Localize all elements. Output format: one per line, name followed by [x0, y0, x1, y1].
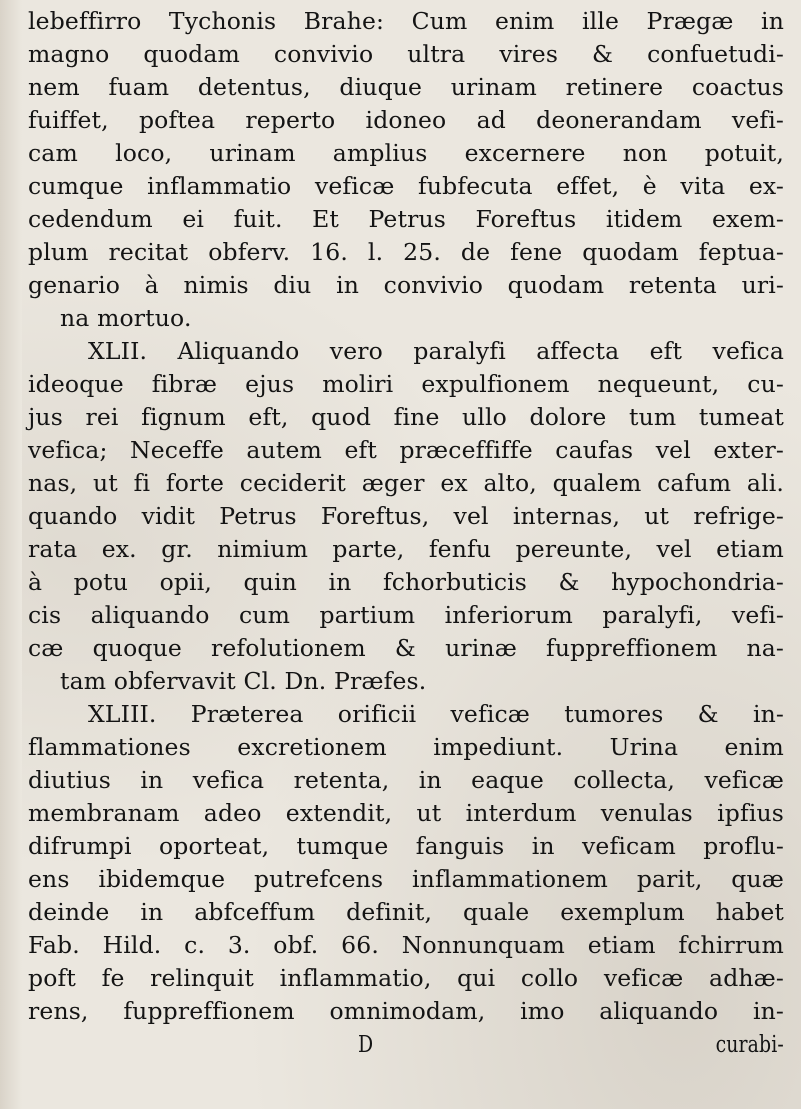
text-line-22: XLIII. Præterea orificii veficæ tumores & in-	[88, 700, 784, 728]
text-line-26: difrumpi oporteat, tumque fanguis in veficam proflu-	[28, 832, 784, 860]
text-line-3: nem fuam detentus, diuque urinam retinere coactus	[28, 73, 784, 101]
text-line-21: tam obfervavit Cl. Dn. Præfes.	[60, 667, 427, 695]
text-line-20: cæ quoque refolutionem & urinæ fuppreffionem na-	[28, 634, 784, 662]
text-line-31: rens, fuppreffionem omnimodam, imo aliquando in-	[28, 997, 784, 1025]
text-line-6: cumque inflammatio veficæ fubfecuta effet, è vita ex-	[28, 172, 784, 200]
text-line-9: genario à nimis diu in convivio quodam retenta uri-	[28, 271, 784, 299]
text-line-27: ens ibidemque putrefcens inflammationem parit, quæ	[28, 865, 784, 893]
text-line-19: cis aliquando cum partium inferiorum paralyfi, vefi-	[28, 601, 784, 629]
text-line-17: rata ex. gr. nimium parte, fenfu pereunte, vel etiam	[28, 535, 784, 563]
text-line-12: ideoque fibræ ejus moliri expulfionem nequeunt, cu-	[28, 370, 784, 398]
text-line-30: poft fe relinquit inflammatio, qui collo veficæ adhæ-	[28, 964, 784, 992]
text-line-13: jus rei fignum eft, quod fine ullo dolore tum tumeat	[28, 403, 784, 431]
text-line-14: vefica; Neceffe autem eft præceffiffe caufas vel exter-	[28, 436, 784, 464]
text-line-29: Fab. Hild. c. 3. obf. 66. Nonnunquam etiam fchirrum	[28, 931, 784, 959]
text-line-18: à potu opii, quin in fchorbuticis & hypochondria-	[28, 568, 784, 596]
text-line-28: deinde in abfceffum definit, quale exemplum habet	[28, 898, 784, 926]
text-line-24: diutius in vefica retenta, in eaque collecta, veficæ	[28, 766, 784, 794]
text-line-5: cam loco, urinam amplius excernere non potuit,	[28, 139, 784, 167]
text-line-23: flammationes excretionem impediunt. Urina enim	[28, 733, 784, 761]
text-line-2: magno quodam convivio ultra vires & confuetudi-	[28, 40, 784, 68]
text-line-15: nas, ut fi forte ceciderit æger ex alto, qualem cafum ali.	[28, 469, 784, 497]
text-line-4: fuiffet, poftea reperto idoneo ad deonerandam vefi-	[28, 106, 784, 134]
text-line-8: plum recitat obferv. 16. l. 25. de fene quodam feptua-	[28, 238, 784, 266]
text-line-25: membranam adeo extendit, ut interdum venulas ipfius	[28, 799, 784, 827]
text-line-11: XLII. Aliquando vero paralyfi affecta eft vefica	[88, 337, 784, 365]
text-line-1: lebeffirro Tychonis Brahe: Cum enim ille Prægæ in	[28, 7, 784, 35]
text-line-10: na mortuo.	[60, 304, 192, 332]
page-gutter-shadow	[0, 0, 22, 1109]
text-line-16: quando vidit Petrus Foreftus, vel internas, ut refrige-	[28, 502, 784, 530]
text-line-7: cedendum ei fuit. Et Petrus Foreftus itidem exem-	[28, 205, 784, 233]
signature-and-catchword: D curabi-	[358, 1030, 784, 1058]
